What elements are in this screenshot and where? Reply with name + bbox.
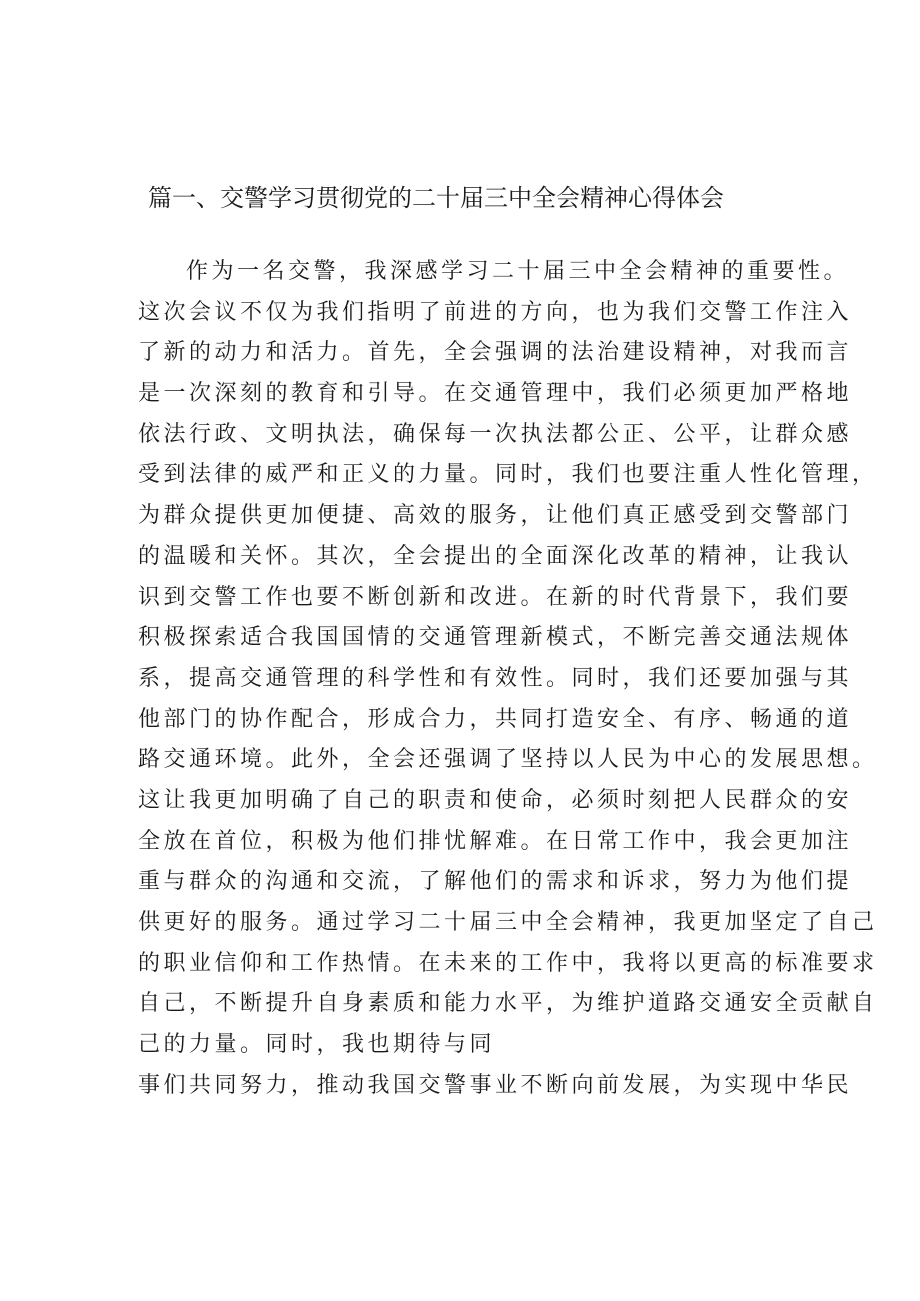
body-line: 的温暖和关怀。其次，全会提出的全面深化改革的精神，让我认 (138, 543, 853, 569)
document-body (138, 252, 878, 1106)
body-line: 重与群众的沟通和交流，了解他们的需求和诉求，努力为他们提 (138, 869, 853, 895)
body-line: 这让我更加明确了自己的职责和使命，必须时刻把人民群众的安 (138, 787, 853, 813)
body-line: 依法行政、文明执法，确保每一次执法都公正、公平，让群众感 (138, 421, 853, 447)
body-line: 的职业信仰和工作热情。在未来的工作中，我将以更高的标准要求 (138, 950, 878, 976)
body-line: 是一次深刻的教育和引导。在交通管理中，我们必须更加严格地 (138, 381, 853, 407)
body-line: 作为一名交警，我深感学习二十届三中全会精神的重要性。 (186, 259, 850, 284)
body-line: 这次会议不仅为我们指明了前进的方向，也为我们交警工作注入 (138, 299, 853, 325)
document-title: 篇一、交警学习贯彻党的二十届三中全会精神心得体会 (148, 184, 724, 212)
body-line: 己的力量。同时，我也期待与同 (138, 1032, 496, 1058)
body-line: 供更好的服务。通过学习二十届三中全会精神，我更加坚定了自己 (138, 910, 878, 935)
body-line: 他部门的协作配合，形成合力，共同打造安全、有序、畅通的道 (138, 706, 853, 732)
body-line: 全放在首位，积极为他们排忧解难。在日常工作中，我会更加注 (138, 828, 853, 854)
body-line: 识到交警工作也要不断创新和改进。在新的时代背景下，我们要 (138, 584, 853, 610)
body-line: 积极探索适合我国国情的交通管理新模式，不断完善交通法规体 (138, 625, 853, 651)
body-line: 为群众提供更加便捷、高效的服务，让他们真正感受到交警部门 (138, 503, 853, 529)
body-line: 受到法律的威严和正义的力量。同时，我们也要注重人性化管理， (138, 462, 878, 488)
body-line: 路交通环境。此外，全会还强调了坚持以人民为中心的发展思想。 (138, 747, 878, 773)
body-line: 自己，不断提升自身素质和能力水平，为维护道路交通安全贡献自 (138, 991, 878, 1017)
body-line: 了新的动力和活力。首先，全会强调的法治建设精神，对我而言 (138, 340, 853, 366)
body-line: 系，提高交通管理的科学性和有效性。同时，我们还要加强与其 (138, 665, 853, 691)
body-line: 事们共同努力，推动我国交警事业不断向前发展，为实现中华民 (138, 1072, 853, 1098)
